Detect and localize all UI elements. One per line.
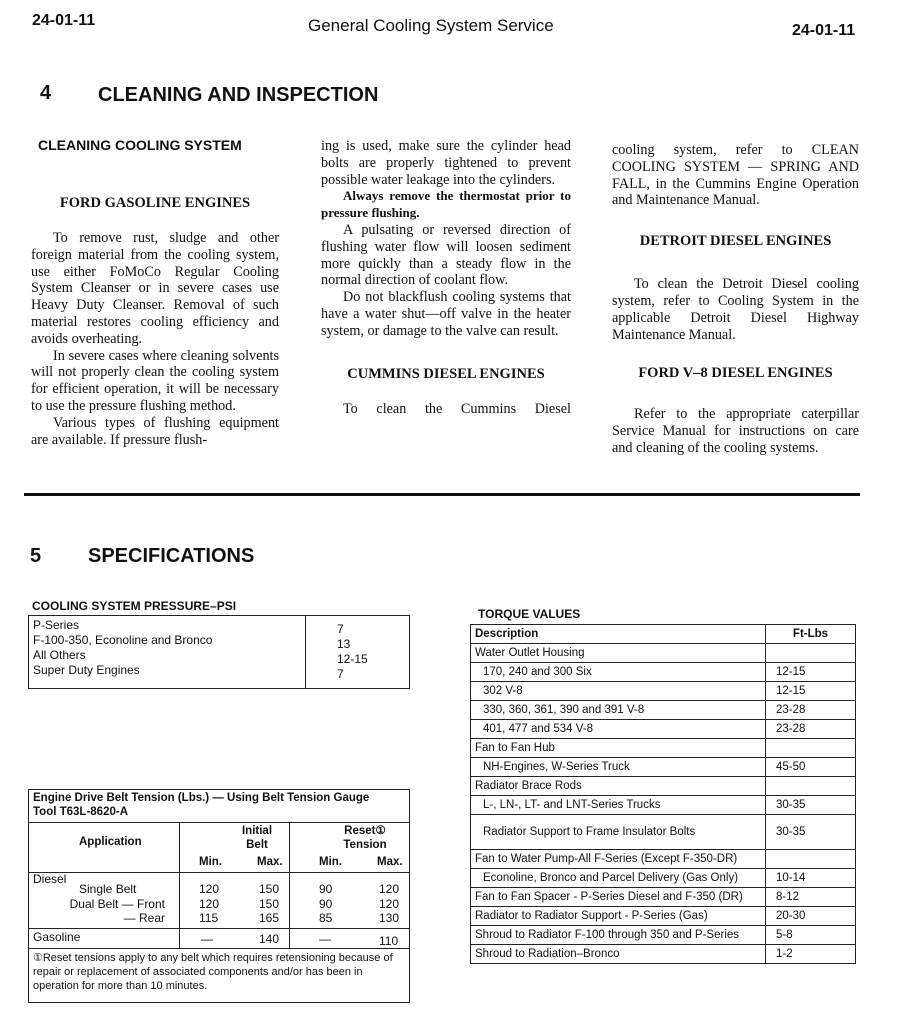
torque-row (471, 663, 856, 682)
column-3 (612, 142, 859, 457)
torque-value: 23-28 (766, 701, 856, 720)
belt-table (28, 789, 410, 1003)
pressure-row-label: Super Duty Engines (33, 663, 140, 677)
torque-row (471, 815, 856, 850)
col2-bold-warning: Always remove the thermostat prior to pressure flushing. (321, 188, 571, 221)
torque-row (471, 682, 856, 701)
torque-desc: L-, LN-, LT- and LNT-Series Trucks (471, 796, 766, 815)
torque-row (471, 888, 856, 907)
belt-value: 120 (379, 896, 400, 911)
belt-value: 85 (319, 911, 333, 925)
belt-title-line-2: Tool T63L-8620-A (33, 806, 128, 818)
torque-desc: 170, 240 and 300 Six (471, 663, 766, 682)
pressure-row-label: All Others (33, 648, 86, 662)
torque-col-ftlbs: Ft-Lbs (766, 625, 856, 644)
pressure-values (337, 622, 368, 682)
belt-value: 120 (199, 896, 220, 911)
torque-value: 10-14 (766, 869, 856, 888)
belt-title-line-1: Engine Drive Belt Tension (Lbs.) — Using Belt Tension Gauge (33, 792, 370, 804)
col3-paragraph-1: cooling system, refer to CLEAN COOLING SYSTEM — SPRING AND FALL, in the Cummins Engine Operation and Maintenance Manual. (612, 142, 859, 209)
pressure-row-value: 7 (337, 667, 344, 681)
torque-table-title: TORQUE VALUES (478, 607, 581, 621)
col1-paragraph-1: To remove rust, sludge and other foreign material from the cooling system, use either FoMoCo Regular Cooling System Cleanser or in severe cases use Heavy Duty Cleanser. Removal of such material restores cooling efficiency and avoids overheating. (31, 230, 279, 347)
torque-row (471, 926, 856, 945)
torque-desc: Fan to Water Pump-All F-Series (Except F-350-DR) (471, 850, 766, 869)
section-5-title: SPECIFICATIONS (88, 545, 255, 567)
torque-row (471, 850, 856, 869)
belt-rule (29, 822, 409, 823)
torque-desc: Fan to Fan Spacer - P-Series Diesel and F-350 (DR) (471, 888, 766, 907)
belt-row-label: Single Belt (79, 882, 137, 896)
torque-desc: NH-Engines, W-Series Truck (471, 758, 766, 777)
section-4-title: CLEANING AND INSPECTION (98, 84, 379, 106)
col2-paragraph-5: To clean the Cummins Diesel (343, 400, 571, 417)
belt-col-reset: Reset① Tension (343, 825, 387, 851)
section-divider (24, 493, 860, 496)
torque-row (471, 739, 856, 758)
belt-vrule (179, 822, 180, 948)
torque-value (766, 850, 856, 869)
torque-row (471, 945, 856, 964)
pressure-table-title: COOLING SYSTEM PRESSURE–PSI (32, 599, 237, 613)
torque-value: 1-2 (766, 945, 856, 964)
belt-value: 90 (319, 882, 333, 896)
torque-desc: Fan to Fan Hub (471, 739, 766, 758)
belt-footnote: ①Reset tensions apply to any belt which requires retensioning because of repair or replacement of associated components and/or has been in operation for more than 10 minutes. (33, 952, 393, 992)
belt-value: — (319, 932, 331, 946)
torque-table (470, 624, 856, 964)
belt-row-label: — Rear (123, 911, 165, 925)
belt-initial-min-values (199, 882, 219, 926)
belt-value: — (201, 932, 213, 946)
col1-paragraph-2: In severe cases where cleaning solvents will not properly clean the cooling system for efficient operation, it will be necessary to use the pressure flushing method. (31, 347, 279, 414)
torque-col-description: Description (471, 625, 766, 644)
column-1 (31, 195, 279, 448)
torque-value: 23-28 (766, 720, 856, 739)
belt-rule (29, 928, 409, 929)
torque-desc: Water Outlet Housing (471, 644, 766, 663)
col2-paragraph-4: Do not blackflush cooling systems that have a water shut—off valve in the heater system, or damage to the valve can result. (321, 289, 571, 339)
section-5-number: 5 (30, 545, 42, 567)
pressure-row-value: 7 (337, 622, 344, 636)
torque-desc: Shroud to Radiation–Bronco (471, 945, 766, 964)
belt-col-application: Application (79, 836, 142, 848)
belt-rule (29, 948, 409, 949)
pressure-labels (33, 618, 212, 678)
torque-desc: Shroud to Radiator F-100 through 350 and P-Series (471, 926, 766, 945)
belt-reset-max-values (379, 882, 399, 926)
torque-value: 30-35 (766, 796, 856, 815)
section-4-number: 4 (40, 82, 52, 104)
col1-paragraph-3: Various types of flushing equipment are available. If pressure flush- (31, 414, 279, 448)
pressure-row-value: 13 (337, 637, 351, 651)
torque-value: 12-15 (766, 682, 856, 701)
belt-reset-max: Max. (377, 856, 403, 868)
pressure-table-divider (305, 616, 306, 688)
torque-value: 8-12 (766, 888, 856, 907)
torque-row (471, 777, 856, 796)
detroit-heading: DETROIT DIESEL ENGINES (639, 233, 832, 250)
belt-initial-max-values (259, 882, 279, 926)
torque-row (471, 869, 856, 888)
torque-value (766, 739, 856, 758)
belt-row-label: Dual Belt — Front (69, 896, 165, 911)
ford-v8-diesel-heading: FORD V–8 DIESEL ENGINES (638, 365, 833, 382)
torque-row (471, 907, 856, 926)
torque-row (471, 720, 856, 739)
pressure-row-label: P-Series (33, 618, 80, 632)
pressure-row-value: 12-15 (337, 652, 368, 666)
belt-value: 120 (199, 882, 220, 896)
belt-reset-min-values (319, 882, 332, 926)
torque-desc: Radiator to Radiator Support - P-Series (Gas) (471, 907, 766, 926)
torque-desc: 302 V-8 (471, 682, 766, 701)
torque-header-row (471, 625, 856, 644)
torque-value: 5-8 (766, 926, 856, 945)
page-number-right: 24-01-11 (792, 22, 856, 39)
belt-value: 150 (259, 896, 280, 911)
torque-desc: Econoline, Bronco and Parcel Delivery (Gas Only) (471, 869, 766, 888)
belt-value: 140 (259, 932, 280, 946)
page-number-left: 24-01-11 (32, 12, 96, 29)
col3-paragraph-2: To clean the Detroit Diesel cooling system, refer to Cooling System in the applicable Detroit Diesel Highway Maintenance Manual. (612, 276, 859, 343)
belt-rule (29, 872, 409, 873)
belt-value: 110 (379, 934, 399, 948)
torque-desc: Radiator Support to Frame Insulator Bolts (471, 815, 766, 850)
belt-value: 130 (379, 911, 400, 925)
belt-value: 120 (379, 882, 400, 896)
torque-row (471, 758, 856, 777)
cummins-heading: CUMMINS DIESEL ENGINES (347, 365, 545, 382)
torque-row (471, 644, 856, 663)
belt-vrule (289, 822, 290, 948)
torque-value (766, 644, 856, 663)
belt-gasoline-label: Gasoline (33, 930, 81, 944)
torque-row (471, 701, 856, 720)
belt-initial-max: Max. (257, 856, 283, 868)
page-header-title: General Cooling System Service (308, 16, 554, 35)
col2-paragraph-1: ing is used, make sure the cylinder head bolts are properly tightened to prevent possible water leakage into the cylinders. (321, 138, 571, 188)
belt-row-labels (57, 882, 165, 926)
ford-gasoline-heading: FORD GASOLINE ENGINES (59, 195, 251, 211)
belt-value: 150 (259, 882, 280, 896)
belt-col-initial: Initial Belt (241, 825, 273, 851)
pressure-table (28, 615, 410, 689)
col3-paragraph-3: Refer to the appropriate caterpillar Service Manual for instructions on care and cleaning of the cooling systems. (612, 406, 859, 456)
col2-paragraph-3: A pulsating or reversed direction of flushing water flow will loosen sediment more quickly than a steady flow in the normal direction of coolant flow. (321, 221, 571, 289)
torque-desc: Radiator Brace Rods (471, 777, 766, 796)
torque-value (766, 777, 856, 796)
torque-value: 20-30 (766, 907, 856, 926)
belt-reset-min: Min. (319, 856, 342, 868)
section-4-subtitle: CLEANING COOLING SYSTEM (38, 137, 242, 153)
torque-value: 45-50 (766, 758, 856, 777)
belt-value: 165 (259, 911, 280, 925)
belt-value: 90 (319, 896, 333, 911)
torque-value: 30-35 (766, 815, 856, 850)
torque-row (471, 796, 856, 815)
belt-value: 115 (199, 911, 219, 925)
belt-group-diesel: Diesel (33, 872, 67, 886)
belt-initial-min: Min. (199, 856, 222, 868)
pressure-row-label: F-100-350, Econoline and Bronco (33, 633, 213, 647)
torque-desc: 330, 360, 361, 390 and 391 V-8 (471, 701, 766, 720)
torque-value: 12-15 (766, 663, 856, 682)
column-2 (321, 138, 571, 417)
torque-desc: 401, 477 and 534 V-8 (471, 720, 766, 739)
